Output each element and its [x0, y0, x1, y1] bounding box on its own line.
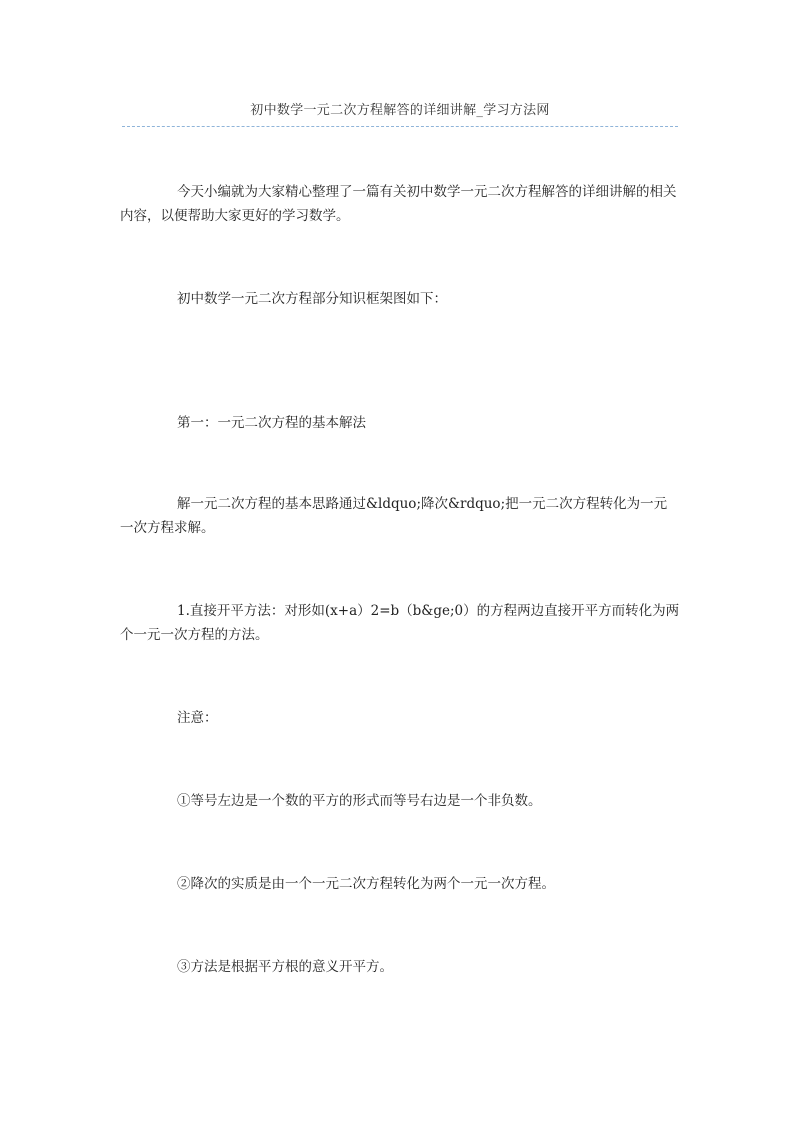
- intro-paragraph: 今天小编就为大家精心整理了一篇有关初中数学一元二次方程解答的详细讲解的相关内容，以便帮助大家更好的学习数学。: [120, 184, 677, 224]
- section-heading: 第一：一元二次方程的基本解法: [177, 415, 366, 431]
- framework-paragraph: 初中数学一元二次方程部分知识框架图如下：: [177, 291, 447, 307]
- note-label: 注意：: [177, 710, 218, 726]
- basic-idea-paragraph: 解一元二次方程的基本思路通过&ldquo;降次&rdquo;把一元二次方程转化为一元一次方程求解。: [120, 496, 668, 536]
- note-item-2: ②降次的实质是由一个一元二次方程转化为两个一元一次方程。: [177, 876, 555, 892]
- note-item-1: ①等号左边是一个数的平方的形式而等号右边是一个非负数。: [177, 793, 542, 809]
- header-divider: [122, 126, 678, 127]
- note-item-3: ③方法是根据平方根的意义开平方。: [177, 959, 393, 975]
- method-paragraph: 1.直接开平方法：对形如(x+a）2=b（b&ge;0）的方程两边直接开平方而转化为两个一元一次方程的方法。: [120, 603, 680, 643]
- page-title: 初中数学一元二次方程解答的详细讲解_学习方法网: [250, 103, 550, 118]
